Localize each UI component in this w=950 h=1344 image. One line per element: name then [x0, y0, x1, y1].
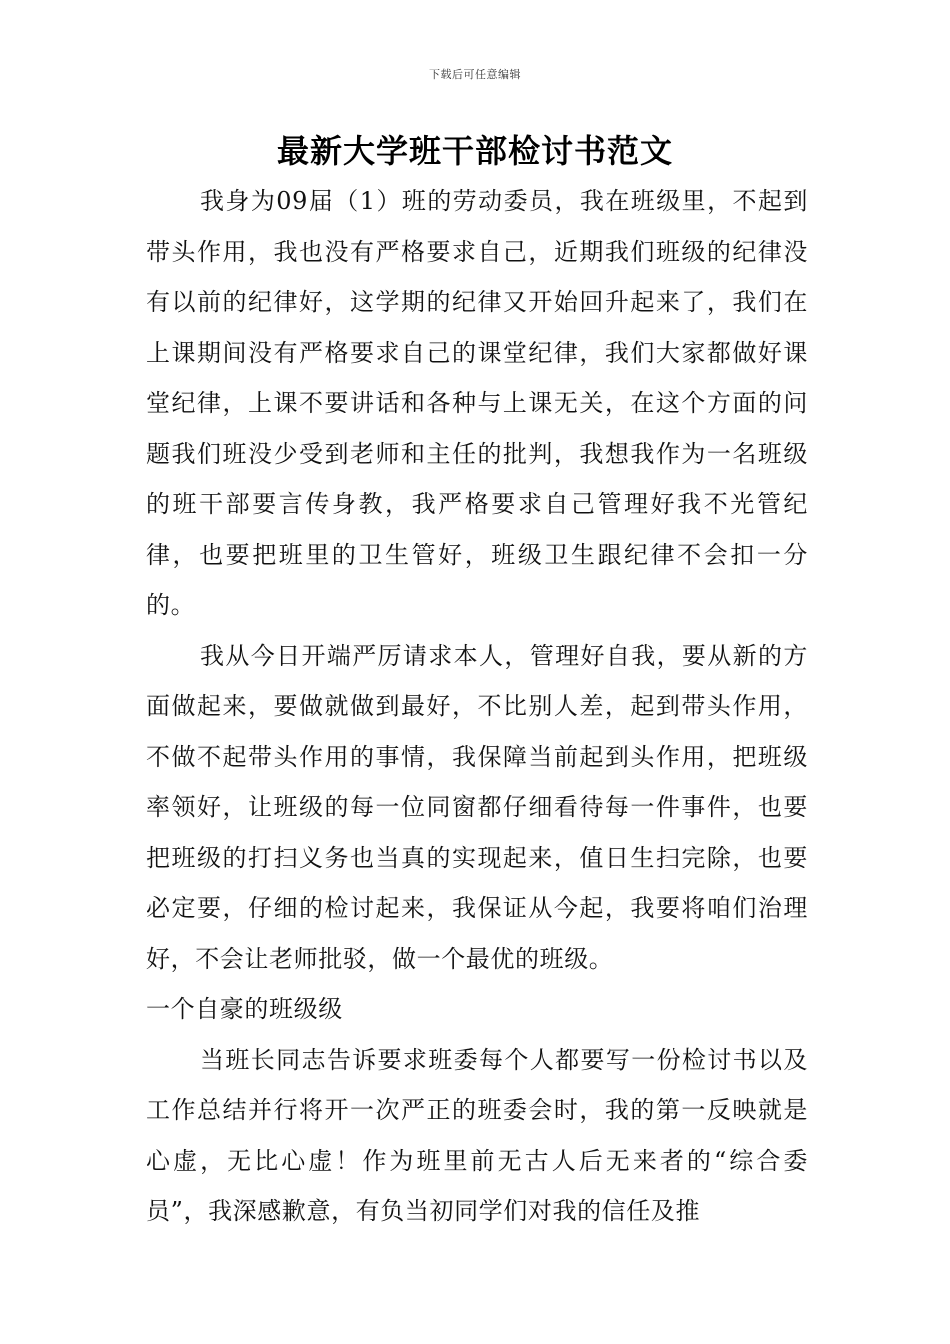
paragraph-3: 一个自豪的班级级 [146, 995, 343, 1023]
paragraph-1: 我身为09届（1）班的劳动委员，我在班级里，不起到带头作用，我也没有严格要求自己，近期我们班级的纪律没有以前的纪律好，这学期的纪律又开始回升起来了，我们在上课期间没有严格要求自己的课堂纪律，我们大家都做好课堂纪律，上课不要讲话和各种与上课无关，在这个方面的问题我们班没少受到老师和主任的批判，我想我作为一名班级的班干部要言传身教，我严格要求自己管理好我不光管纪律，也要把班里的卫生管好，班级卫生跟纪律不会扣一分的。 [146, 187, 808, 619]
paragraph-4: 当班长同志告诉要求班委每个人都要写一份检讨书以及工作总结并行将开一次严正的班委会时，我的第一反映就是心虚，无比心虚！作为班里前无古人后无来者的“综合委员”，我深感歉意，有负当初同学们对我的信任及推 [146, 1045, 808, 1225]
document-body [146, 176, 808, 1237]
header-note: 下载后可任意编辑 [429, 68, 521, 81]
document-title: 最新大学班干部检讨书范文 [276, 132, 673, 170]
paragraph-2: 我从今日开端严厉请求本人，管理好自我，要从新的方面做起来，要做就做到最好，不比别人差，起到带头作用，不做不起带头作用的事情，我保障当前起到头作用，把班级率领好，让班级的每一位同窗都仔细看待每一件事件，也要把班级的打扫义务也当真的实现起来，值日生扫完除，也要必定要，仔细的检讨起来，我保证从今起，我要将咱们治理好，不会让老师批驳，做一个最优的班级。 [146, 641, 808, 973]
